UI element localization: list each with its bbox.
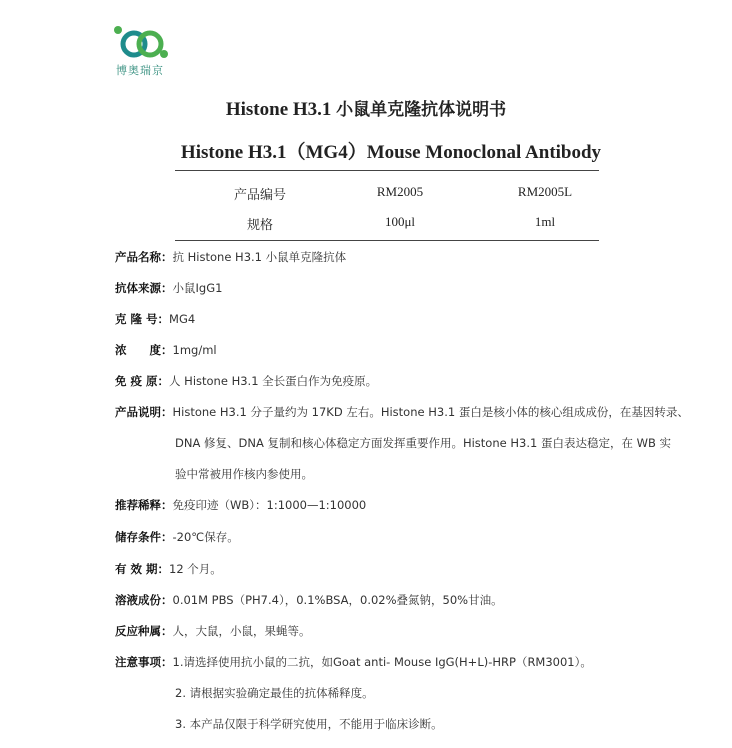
description-line-2: DNA 修复、DNA 复制和核心体稳定方面发挥重要作用。Histone H3.1 蛋白表达稳定，在 WB 实	[175, 436, 672, 450]
field-value: 人，大鼠，小鼠，果蝇等。	[172, 624, 311, 638]
note-2: 2. 请根据实验确定最佳的抗体稀释度。	[175, 686, 374, 700]
field-label: 产品说明：	[115, 405, 173, 419]
cell-value: RM2005	[376, 184, 424, 199]
field-label: 反应种属：	[115, 624, 173, 638]
field-label: 溶液成份：	[115, 593, 173, 607]
cell-value: 1ml	[534, 214, 556, 229]
field-label: 储存条件：	[115, 530, 173, 544]
table-top-rule	[175, 170, 599, 171]
field-value: 免疫印迹（WB）：1:1000—1:10000	[172, 498, 367, 512]
field-notes	[115, 654, 592, 670]
field-label: 产品名称：	[115, 250, 173, 264]
field-buffer	[115, 592, 503, 608]
note-3: 3. 本产品仅限于科学研究使用，不能用于临床诊断。	[175, 717, 443, 731]
table-row	[175, 214, 599, 234]
field-storage	[115, 529, 239, 545]
cell-value: RM2005L	[517, 184, 573, 199]
field-value: MG4	[169, 312, 196, 326]
field-immunogen	[115, 373, 377, 389]
title-chinese: 小鼠单克隆抗体说明书	[336, 100, 507, 120]
field-dilution	[115, 497, 366, 513]
field-value: 12 个月。	[169, 562, 222, 576]
document-subtitle: Histone H3.1（MG4）Mouse Monoclonal Antibody	[180, 142, 602, 163]
field-value: 0.01M PBS（PH7.4），0.1%BSA，0.02%叠氮钠，50%甘油。	[172, 593, 503, 607]
cell-label: 规格	[246, 218, 273, 233]
title-english: Histone H3.1	[225, 99, 332, 120]
field-product-name	[115, 249, 346, 265]
note-1-text: 1.请选择使用抗小鼠的二抗，如Goat anti- Mouse IgG(H+L)-HRP（	[172, 655, 528, 669]
field-label: 注意事项：	[115, 655, 173, 669]
field-value: 人 Histone H3.1 全长蛋白作为免疫原。	[169, 374, 378, 388]
field-label: 浓 度：	[115, 343, 173, 357]
field-label: 抗体来源：	[115, 281, 173, 295]
description-line-3: 验中常被用作核内参使用。	[175, 467, 313, 481]
table-row	[175, 184, 599, 204]
cell-value: 100μl	[384, 214, 416, 229]
field-clone	[115, 311, 195, 327]
document-title	[0, 95, 732, 121]
field-value: Histone H3.1 分子量约为 17KD 左右。Histone H3.1 蛋白是核小体的核心组成成份，在基因转录、	[172, 405, 689, 419]
field-description	[115, 404, 689, 420]
cell-label: 产品编号	[233, 188, 286, 203]
field-label: 免 疫 原：	[115, 374, 170, 388]
field-reactivity	[115, 623, 311, 639]
field-validity	[115, 561, 222, 577]
field-source	[115, 280, 222, 296]
field-label: 有 效 期：	[115, 562, 170, 576]
field-value: 小鼠IgG1	[172, 281, 223, 295]
field-value: 1mg/ml	[172, 343, 217, 357]
table-bottom-rule	[175, 240, 599, 241]
field-label: 推荐稀释：	[115, 498, 173, 512]
note-1-suffix: ）。	[574, 655, 592, 669]
field-value: 抗 Histone H3.1 小鼠单克隆抗体	[172, 250, 347, 264]
product-code-link: RM3001	[527, 655, 575, 669]
logo-text: 博奥瑞京	[116, 64, 164, 77]
field-value: -20℃保存。	[172, 530, 239, 544]
field-label: 克 隆 号：	[115, 312, 170, 326]
field-concentration	[115, 342, 217, 358]
